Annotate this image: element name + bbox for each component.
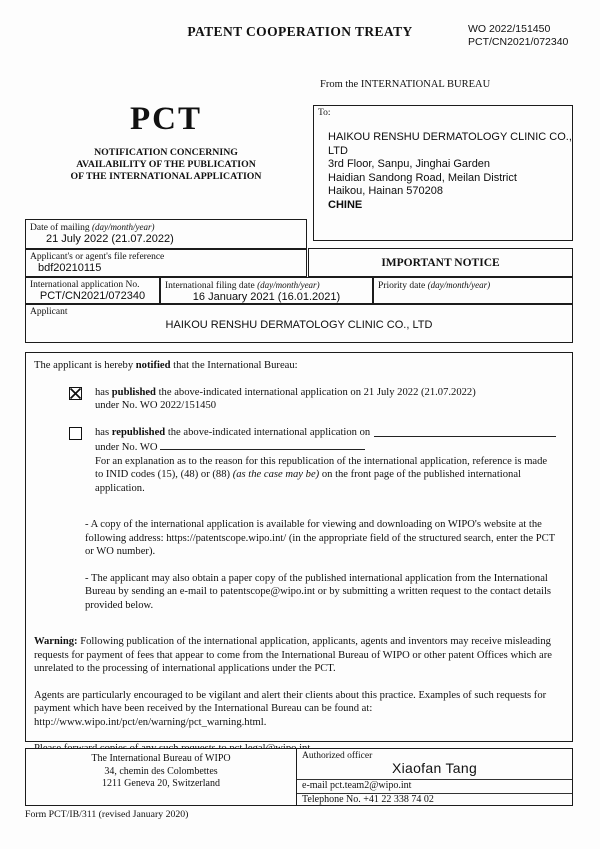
priority-date-label: Priority date (day/month/year) <box>378 280 491 291</box>
pct-logo: PCT <box>130 101 202 137</box>
important-notice-title: IMPORTANT NOTICE <box>381 257 500 269</box>
notification-line: OF THE INTERNATIONAL APPLICATION <box>70 171 262 183</box>
file-reference-value: bdf20210115 <box>38 262 102 274</box>
agents-paragraph: Agents are particularly encouraged to be vigilant and alert their clients about this practice. Examples of such requests for payment which have been received by the International Bureau can be found at: http://www.wipo.int/pct/en/warning/pct_warning.html. <box>34 689 547 728</box>
intro-paragraph: The applicant is hereby notified that the International Bureau: <box>34 360 298 371</box>
file-reference-label: Applicant's or agent's file reference <box>30 252 165 262</box>
treaty-title: PATENT COOPERATION TREATY <box>187 24 413 39</box>
application-no-value: PCT/CN2021/072340 <box>39 290 146 302</box>
important-notice-cell <box>308 248 573 277</box>
bureau-line: 1211 Geneva 20, Switzerland <box>102 778 220 789</box>
bureau-address <box>26 749 296 805</box>
address-line: LTD <box>328 144 348 157</box>
to-label: To: <box>318 108 331 118</box>
notification-title <box>25 147 307 184</box>
date-of-mailing-value: 21 July 2022 (21.07.2022) <box>46 233 174 245</box>
published-text: has published the above-indicated international application on 21 July 2022 (21.07.2022) under No. WO 2022/151450 <box>95 386 476 411</box>
date-of-mailing-label: Date of mailing (day/month/year) <box>30 222 155 233</box>
notification-body-box <box>25 352 573 742</box>
address-line: Haikou, Hainan 570208 <box>328 185 443 197</box>
applicant-address <box>328 131 572 212</box>
filing-date-label: International filing date (day/month/year) <box>165 280 320 291</box>
officer-telephone: Telephone No. +41 22 338 74 02 <box>297 793 572 807</box>
address-line: HAIKOU RENSHU DERMATOLOGY CLINIC CO., <box>328 131 572 143</box>
filing-date-value: 16 January 2021 (16.01.2021) <box>192 291 341 303</box>
application-no-label: International application No. <box>30 280 140 290</box>
blank-line <box>160 439 365 450</box>
date-of-mailing-cell <box>25 219 307 249</box>
blank-line <box>374 426 556 438</box>
republished-text: has republished the above-indicated international application on under No. WO For an explanation as to the reason for this republication of the international application, reference is made to INID codes (15), (48) or (88) (as the case may be) on the front page of the published international application. <box>95 426 562 496</box>
paper-copy-paragraph: - The applicant may also obtain a paper copy of the published international application from the International Bureau by sending an e-mail to patentscope@wipo.int or by submitting a written request to the contact details provided below. <box>85 572 552 611</box>
address-line: Haidian Sandong Road, Meilan District <box>328 171 517 184</box>
address-country: CHINE <box>328 198 363 211</box>
officer-name: Xiaofan Tang <box>391 760 478 776</box>
officer-email: e-mail pct.team2@wipo.int <box>297 779 572 793</box>
application-no-cell <box>25 277 160 304</box>
copy-paragraph: - A copy of the international application is available for viewing and downloading on WIPO's website at the following address: https://patentscope.wipo.int/ (in the appropriate field of the structured search, enter the PCT or WO number). <box>85 519 555 557</box>
published-checkbox-checked <box>69 387 82 400</box>
applicant-label: Applicant <box>30 307 68 317</box>
authorized-officer-section <box>296 749 572 805</box>
pct-number: PCT/CN2021/072340 <box>468 36 569 48</box>
republished-checkbox-empty <box>69 427 82 440</box>
form-number: Form PCT/IB/311 (revised January 2020) <box>25 809 189 820</box>
address-line: 3rd Floor, Sanpu, Jinghai Garden <box>328 158 491 170</box>
bureau-line: The International Bureau of WIPO <box>91 753 231 764</box>
publication-numbers <box>468 23 568 49</box>
bureau-line: 34, chemin des Colombettes <box>104 765 218 777</box>
republished-item <box>69 426 562 496</box>
applicant-value: HAIKOU RENSHU DERMATOLOGY CLINIC CO., LTD <box>165 319 433 331</box>
file-reference-cell <box>25 249 307 277</box>
footer-box <box>25 748 573 806</box>
applicant-cell <box>25 304 573 343</box>
to-address-box <box>313 105 573 241</box>
notification-line: NOTIFICATION CONCERNING <box>94 147 238 158</box>
x-mark-icon <box>70 388 81 399</box>
wo-number: WO 2022/151450 <box>468 23 551 35</box>
from-bureau-line: From the INTERNATIONAL BUREAU <box>320 79 491 90</box>
priority-date-cell <box>373 277 573 304</box>
warning-paragraph: Warning: Following publication of the international application, applicants, agents and inventors may receive misleading requests for payment of fees that appear to come from the International Bureau of WIPO or other patent Offices which are unrelated to the processing of international applications under the PCT. <box>34 636 552 674</box>
notification-line: AVAILABILITY OF THE PUBLICATION <box>76 159 256 171</box>
authorized-officer-label: Authorized officer <box>302 751 373 761</box>
published-item <box>69 386 562 413</box>
filing-date-cell <box>160 277 373 304</box>
